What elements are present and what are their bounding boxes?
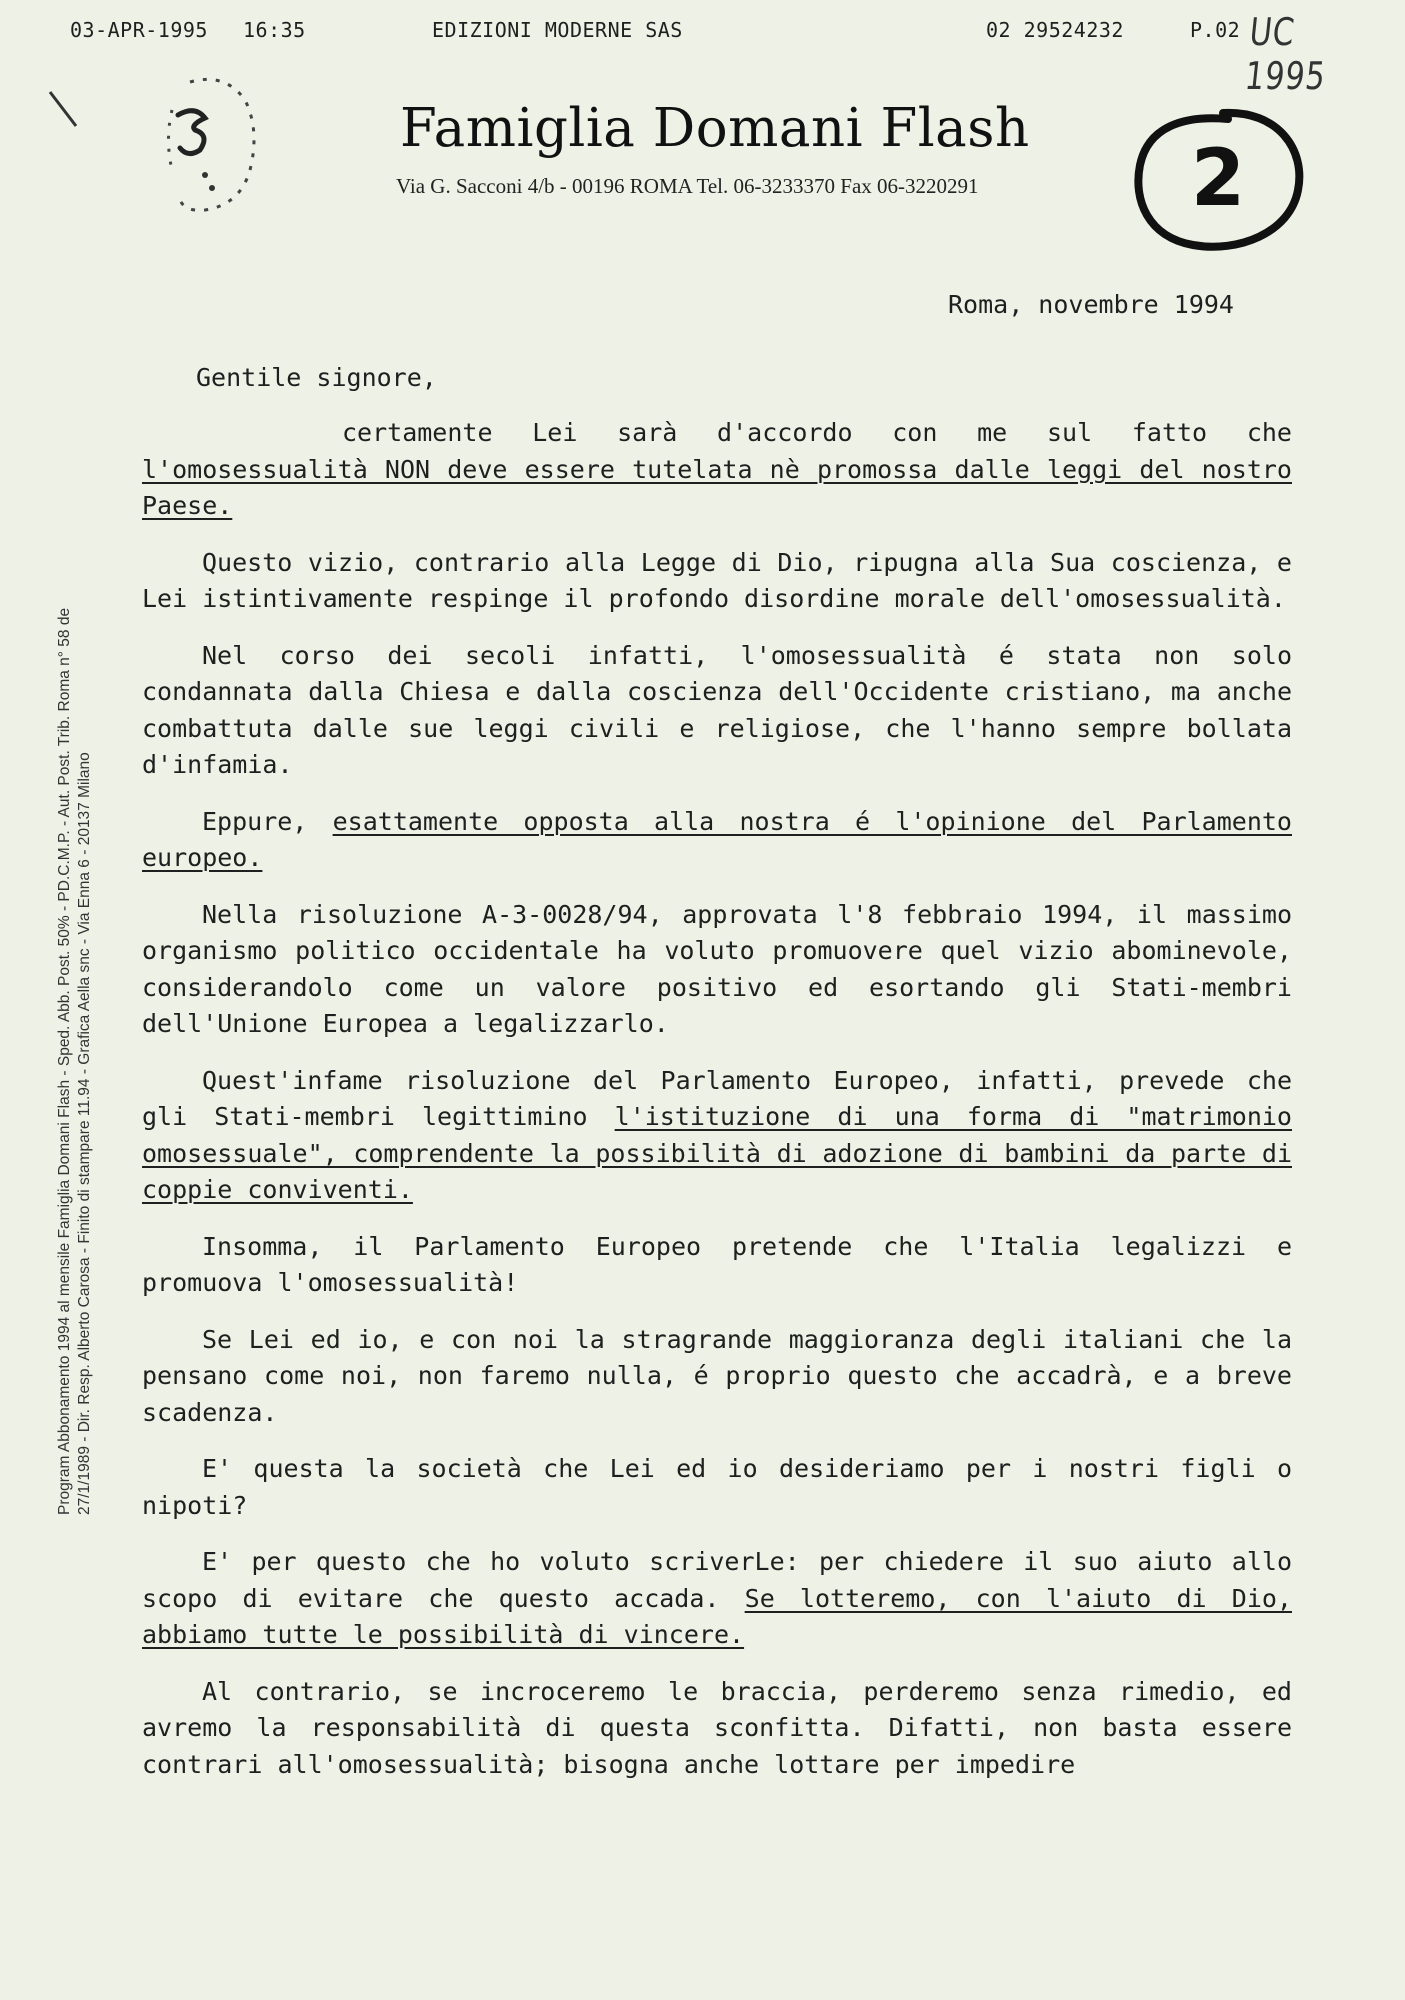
letter-paragraph: [142, 638, 1292, 784]
letter-paragraph: [142, 1674, 1292, 1784]
fax-phone: 02 29524232: [986, 18, 1124, 42]
fax-date: 03-APR-1995: [70, 18, 208, 42]
letterhead-address: Via G. Sacconi 4/b - 00196 ROMA Tel. 06-3233370 Fax 06-3220291: [396, 174, 979, 198]
letter-paragraph: [142, 545, 1292, 618]
letter-paragraph: [142, 1451, 1292, 1524]
letter-paragraph: [142, 1229, 1292, 1302]
paragraph-text: Al contrario, se incroceremo le braccia, perderemo senza rimedio, ed avremo la responsabilità di questa sconfitta. Difatti, non basta essere contrari all'omosessualità; bisogna anche lottare per impedire: [142, 1676, 1292, 1779]
letter-paragraph: [142, 1544, 1292, 1654]
circled-number: [1128, 105, 1308, 255]
underlined-text: l'istituzione di una forma di "matrimonio omosessuale", comprendente la possibilità di adozione di bambini da parte di coppie conviventi.: [142, 1102, 1292, 1204]
letter-paragraph: [142, 1322, 1292, 1432]
paragraph-text: E' per questo che ho voluto scriverLe: per chiedere il suo aiuto allo scopo di evitare che questo accada.: [142, 1547, 1292, 1613]
letterhead-title: Famiglia Domani Flash: [400, 98, 1030, 159]
paragraph-text: Questo vizio, contrario alla Legge di Dio, ripugna alla Sua coscienza, e Lei istintivamente respinge il profondo disordine morale dell'omosessualità.: [142, 547, 1292, 613]
letter-paragraph: [142, 415, 1292, 525]
imprint-line-2: 27/1/1989 - Dir. Resp. Alberto Carosa - Finito di stampare 11.94 - Grafica Aella snc - Via Enna 6 - 20137 Milano: [76, 752, 93, 1515]
paragraph-text: E' questa la società che Lei ed io desideriamo per i nostri figli o nipoti?: [142, 1454, 1292, 1520]
letter-paragraph: [142, 897, 1292, 1043]
letter-paragraph: [142, 1063, 1292, 1209]
paragraph-text: Quest'infame risoluzione del Parlamento Europeo, infatti, prevede che gli Stati-membri legittimino: [142, 1065, 1292, 1131]
letter-body: [142, 415, 1292, 1803]
paragraph-text: Eppure,: [202, 806, 333, 836]
underlined-text: l'omosessualità NON deve essere tutelata nè promossa dalle leggi del nostro Paese.: [142, 454, 1292, 520]
paragraph-text: Nella risoluzione A-3-0028/94, approvata l'8 febbraio 1994, il massimo organismo politico occidentale ha voluto promuovere quel vizio abominevole, considerandolo come un valore positivo ed esortando gli Stati-membri dell'Unione Europea a legalizzarlo.: [142, 899, 1292, 1038]
fax-page: P.02: [1190, 18, 1241, 42]
circled-number-text: 2: [1190, 134, 1246, 224]
letter-paragraph: [142, 804, 1292, 877]
underlined-text: Se lotteremo, con l'aiuto di Dio, abbiamo tutte le possibilità di vincere.: [142, 1583, 1292, 1649]
fax-header: [0, 18, 1405, 58]
sidebar-imprint: [55, 440, 95, 1515]
imprint-line-1: Program Abbonamento 1994 al mensile Famiglia Domani Flash - Sped. Abb. Post. 50% - PD.C.M.P. - Aut. Post. Trib. Roma n° 58 de: [56, 607, 73, 1515]
paragraph-text: certamente Lei sarà d'accordo con me sul fatto che: [342, 418, 1292, 447]
fax-time: 16:35: [243, 18, 306, 42]
fax-sender: EDIZIONI MODERNE SAS: [432, 18, 683, 42]
handwritten-note: UC 1995: [1242, 10, 1328, 98]
paragraph-text: Se Lei ed io, e con noi la stragrande maggioranza degli italiani che la pensano come noi, non faremo nulla, é proprio questo che accadrà, e a breve scadenza.: [142, 1324, 1292, 1427]
paragraph-text: Insomma, il Parlamento Europeo pretende che l'Italia legalizzi e promuova l'omosessualità!: [142, 1231, 1292, 1297]
letter-date: Roma, novembre 1994: [948, 290, 1234, 319]
publisher-seal-icon: [150, 70, 270, 220]
underlined-text: esattamente opposta alla nostra é l'opinione del Parlamento europeo.: [142, 806, 1292, 872]
pen-stroke-mark: [48, 90, 88, 130]
letter-salutation: Gentile signore,: [196, 363, 437, 392]
paragraph-text: Nel corso dei secoli infatti, l'omosessualità é stata non solo condannata dalla Chiesa e dalla coscienza dell'Occidente cristiano, ma anche combattuta dalle sue leggi civili e religiose, che l'hanno sempre bollata d'infamia.: [142, 640, 1292, 779]
